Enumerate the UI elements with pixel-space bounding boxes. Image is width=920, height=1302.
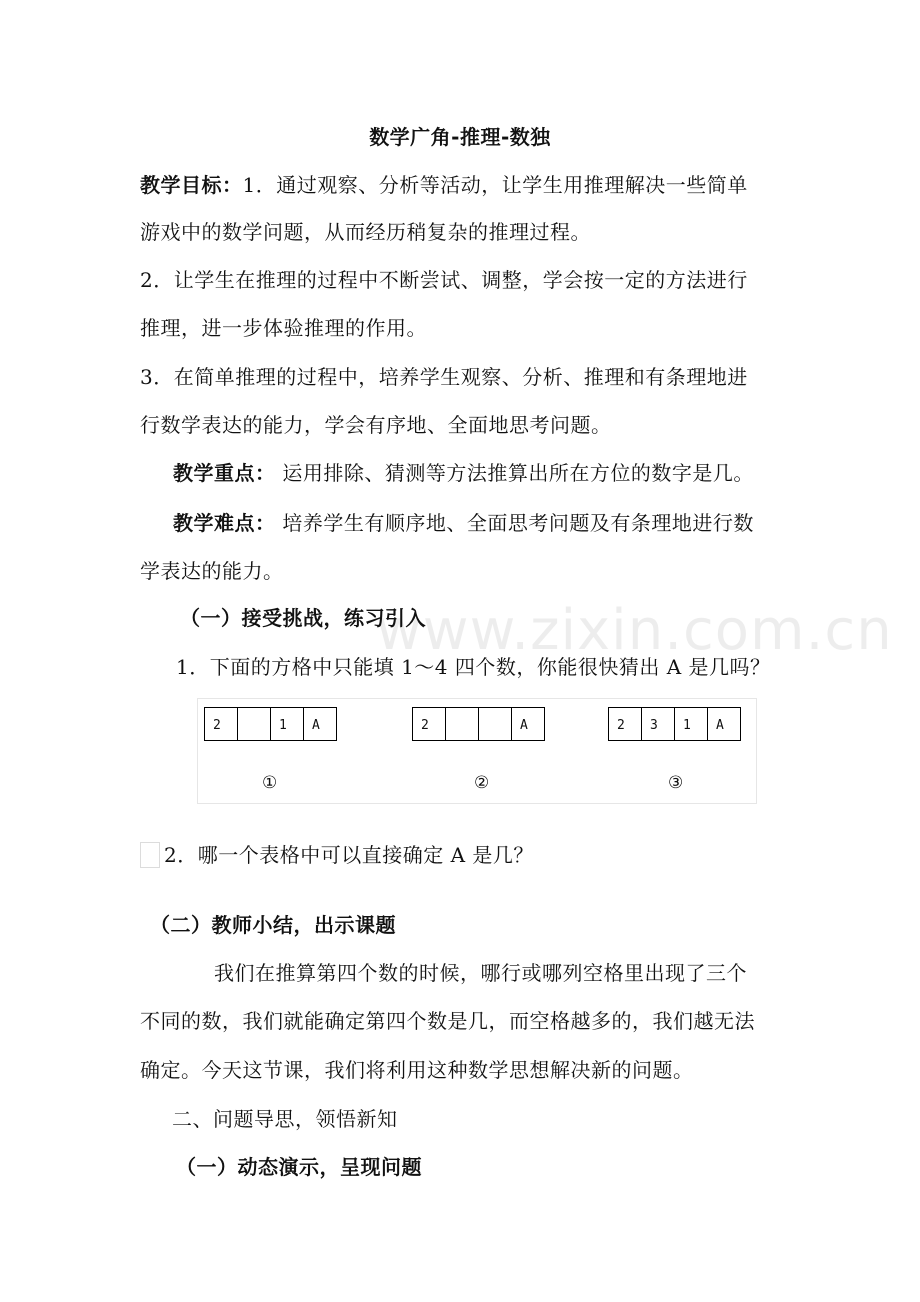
grid-2 [412, 707, 545, 741]
section2-heading: （二）教师小结，出示课题 [150, 913, 396, 937]
objectives-label: 教学目标： [140, 173, 243, 197]
grid-cell: 1 [270, 707, 304, 741]
summary-line-2: 不同的数，我们就能确定第四个数是几，而空格越多的，我们越无法 [140, 1009, 755, 1033]
document-title: 数学广角-推理-数独 [369, 125, 551, 149]
grid-3-marker: ③ [668, 773, 684, 793]
difficulties-line-1 [173, 508, 754, 538]
objectives-line-2: 游戏中的数学问题，从而经历稍复杂的推理过程。 [140, 220, 591, 244]
grid-cell [478, 707, 512, 741]
grid-3 [608, 707, 741, 741]
grid-cell: A [707, 707, 741, 741]
grid-cell: 2 [412, 707, 446, 741]
grid-cell: 1 [674, 707, 708, 741]
question-2: 2．哪一个表格中可以直接确定 A 是几？ [164, 843, 534, 867]
objectives-line-5: 3．在简单推理的过程中，培养学生观察、分析、推理和有条理地进 [140, 365, 748, 389]
objectives-line-1 [140, 170, 748, 200]
grid-cell: 2 [204, 707, 238, 741]
watermark: www.zixin.com.cn [376, 598, 893, 663]
grid-cell: A [511, 707, 545, 741]
grid-1 [204, 707, 337, 741]
key-points-label: 教学重点： [173, 461, 276, 485]
difficulties-text: 培养学生有顺序地、全面思考问题及有条理地进行数 [275, 511, 754, 535]
difficulties-label: 教学难点： [173, 511, 276, 535]
grid-cell: 2 [608, 707, 642, 741]
key-points-text: 运用排除、猜测等方法推算出所在方位的数字是几。 [275, 461, 754, 485]
checkbox[interactable] [140, 842, 160, 868]
grid-cell: A [303, 707, 337, 741]
objectives-line-6: 行数学表达的能力，学会有序地、全面地思考问题。 [140, 413, 612, 437]
objectives-text-1: 1．通过观察、分析等活动，让学生用推理解决一些简单 [242, 173, 748, 197]
key-points-line [173, 458, 754, 488]
difficulties-line-2: 学表达的能力。 [140, 559, 284, 583]
section1-heading: （一）接受挑战，练习引入 [180, 606, 426, 630]
objectives-line-3: 2．让学生在推理的过程中不断尝试、调整，学会按一定的方法进行 [140, 268, 748, 292]
summary-line-1: 我们在推算第四个数的时候，哪行或哪列空格里出现了三个 [214, 961, 747, 985]
grid-1-marker: ① [262, 773, 278, 793]
grid-cell: 3 [641, 707, 675, 741]
section3-heading: （一）动态演示，呈现问题 [176, 1155, 422, 1179]
summary-line-3: 确定。今天这节课，我们将利用这种数学思想解决新的问题。 [140, 1058, 694, 1082]
objectives-line-4: 推理，进一步体验推理的作用。 [140, 316, 427, 340]
grid-cell [445, 707, 479, 741]
part2-heading: 二、问题导思，领悟新知 [172, 1107, 398, 1131]
grid-2-marker: ② [474, 773, 490, 793]
grid-cell [237, 707, 271, 741]
question-1: 1．下面的方格中只能填 1～4 四个数，你能很快猜出 A 是几吗？ [176, 655, 771, 679]
grid-figure [197, 698, 757, 804]
